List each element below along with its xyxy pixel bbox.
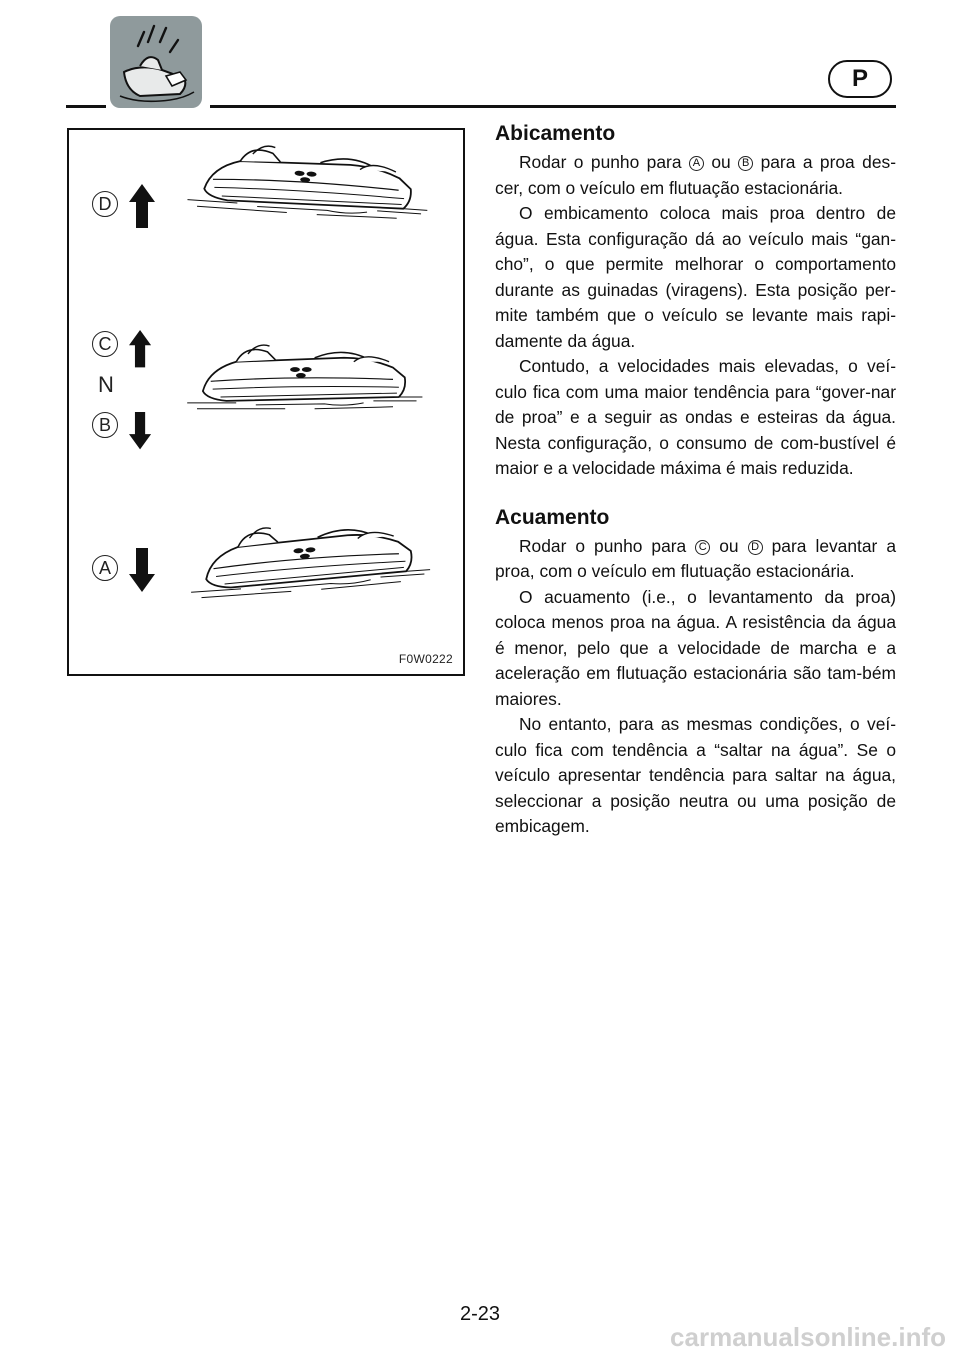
label-d: D	[92, 191, 118, 217]
text-column	[495, 120, 896, 840]
paragraph	[495, 150, 896, 201]
section-title-acuamento: Acuamento	[495, 505, 610, 529]
ref-b: B	[738, 156, 753, 171]
label-n: N	[98, 372, 114, 397]
page-number: 2-23	[459, 1303, 501, 1325]
watermark: carmanualsonline.info	[670, 1322, 946, 1352]
text: ou	[711, 152, 731, 172]
text: Rodar o punho para	[519, 152, 682, 172]
paragraph	[495, 534, 896, 585]
paragraph: Contudo, a velocidades mais elevadas, o veí-culo fica com uma maior tendência para “gover-nar de proa” e a seguir as ondas e esteiras da água. Nesta configuração, o consumo de com-bustível é maior e a velocidade máxima é mais reduzida.	[495, 356, 896, 478]
arrow-down-icon	[129, 412, 151, 449]
ref-a: A	[689, 156, 704, 171]
header-rule-right	[210, 105, 896, 108]
paragraph: O embicamento coloca mais proa dentro de água. Esta configuração dá ao veículo mais “gan-cho”, o que permite melhorar o comportamento durante as guinadas (viragens). Esta posição per-mite também que o veículo se levante mais rapi-damente da água.	[495, 203, 896, 351]
arrow-up-icon	[129, 184, 155, 228]
ref-c: C	[695, 540, 710, 555]
label-c: C	[92, 331, 118, 357]
jet-ski-icon	[110, 16, 202, 108]
text: Rodar o punho para	[519, 535, 687, 556]
ref-d: D	[748, 540, 763, 555]
header-rule-left	[66, 105, 106, 108]
arrow-up-icon	[129, 330, 151, 367]
paragraph: No entanto, para as mesmas condições, o veí-culo fica com tendência a “saltar na água”. Se o veículo apresentar tendência para saltar na água, seleccionar a posição neutra ou uma posição de embicagem.	[495, 714, 896, 836]
paragraph: O acuamento (i.e., o levantamento da proa) coloca menos proa na água. A resistência da água é menor, pelo que a velocidade de marcha e a aceleração em flutuação estacionária são tam-bém maiores.	[495, 586, 896, 709]
figure-code: F0W0222	[398, 652, 453, 666]
text: ou	[719, 535, 739, 556]
label-b: B	[92, 412, 118, 438]
text: para levantar a proa, com o veículo em flutuação estacionária.	[495, 535, 896, 581]
text: para a proa des-cer, com o veículo em flutuação estacionária.	[495, 152, 896, 198]
language-badge: P	[828, 60, 892, 98]
section-title-abicamento: Abicamento	[495, 122, 616, 145]
label-a: A	[92, 555, 118, 581]
arrow-down-icon	[129, 548, 155, 592]
trim-figure	[67, 128, 465, 676]
